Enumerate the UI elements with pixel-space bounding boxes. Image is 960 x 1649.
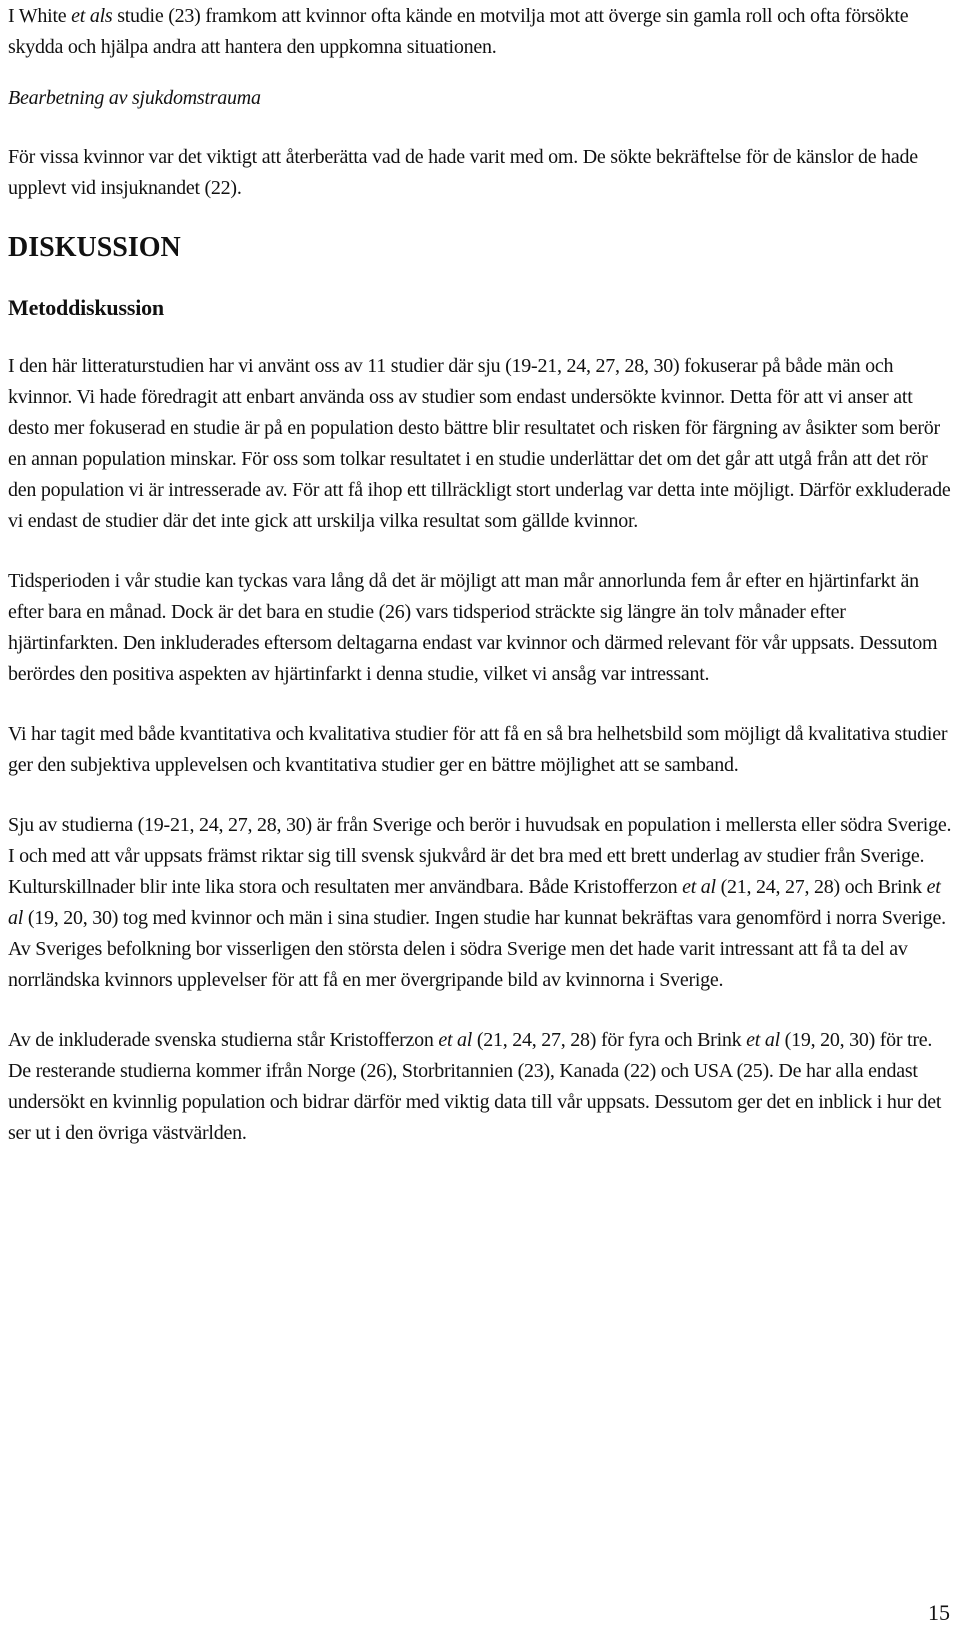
p4-text-c: (19, 20, 30) tog med kvinnor och män i sina studier. Ingen studie har kunnat bekräftas vara genomförd i norra Sverige. Av Sveriges befolkning bor visserligen den största delen i södra Sverige men det hade varit intressant att få ta del av norrländska kvinnors upplevelser för att få en mer övergripande bild av kvinnorna i Sverige.	[8, 907, 946, 991]
paragraph-study-types: Vi har tagit med både kvantitativa och kvalitativa studier för att få en så bra helhetsbild som möjligt då kvalitativa studier ger den subjektiva upplevelsen och kvantitativa studier ger en bättre möjlighet att se samband.	[8, 723, 948, 776]
intro-paragraph	[8, 0, 952, 63]
discussion-heading: DISKUSSION	[8, 232, 181, 263]
intro-text-start: I White	[8, 5, 72, 27]
paragraph-studies-selection: I den här litteraturstudien har vi använt oss av 11 studier där sju (19-21, 24, 27, 28, 30) fokuserar på både män och kvinnor. Vi hade föredragit att enbart använda oss av studier som endast undersökte kvinnor. Detta för att vi anser att desto mer fokuserad en studie är på en population desto bättre blir resultatet och risken för färgning av åsikter som berör en annan population minskar. För oss som tolkar resultatet i en studie underlättar det om det går att utgå från att det rör den population vi är intresserade av. För att få ihop ett tillräckligt stort underlag var detta inte möjligt. Därför exkluderade vi endast de studier där det inte gick att urskilja vilka resultat som gällde kvinnor.	[8, 355, 951, 532]
paragraph-time-period: Tidsperioden i vår studie kan tyckas vara lång då det är möjligt att man mår annorlunda fem år efter en hjärtinfarkt än efter bara en månad. Dock är det bara en studie (26) vars tidsperiod sträckte sig längre än tolv månader efter hjärtinfarkten. Den inkluderades eftersom deltagarna endast var kvinnor och därmed relevant för vår uppsats. Dessutom berördes den positiva aspekten av hjärtinfarkt i denna studie, vilket vi ansåg var intressant.	[8, 570, 938, 685]
page-number: 15	[928, 1600, 950, 1625]
p4-text-a: Sju av studierna (19-21, 24, 27, 28, 30) är från Sverige och berör i huvudsak en population i mellersta eller södra Sverige. I och med att vår uppsats främst riktar sig till svensk sjukvård är det bra med ett brett underlag av studier från Sverige. Kulturskillnader blir inte lika stora och resultaten mer användbara. Både Kristofferzon	[8, 814, 952, 898]
p4-et-al-1: et al	[682, 876, 716, 898]
intro-text-end: studie (23) framkom att kvinnor ofta kände en motvilja mot att överge sin gamla roll och ofta försökte skydda och hjälpa andra att hantera den uppkomna situationen.	[8, 5, 909, 58]
p5-et-al-1: et al	[438, 1029, 473, 1051]
italic-subheading: Bearbetning av sjukdomstrauma	[8, 87, 261, 109]
p4-et-al-2: et al	[8, 876, 941, 929]
method-discussion-heading: Metoddiskussion	[8, 295, 164, 320]
p5-text-c: (19, 20, 30) för tre. De resterande studierna kommer ifrån Norge (26), Storbritannien (23), Kanada (22) och USA (25). De har alla endast undersökt en kvinnlig population och bidrar därför med viktig data till vår uppsats. Dessutom ger det en inblick i hur det ser ut i den övriga västvärlden.	[8, 1029, 942, 1144]
paragraph-swedish-studies	[8, 810, 952, 996]
p5-et-al-2: et al	[746, 1029, 780, 1051]
p4-text-b: (21, 24, 27, 28) och Brink	[715, 876, 927, 898]
intro-et-als: et als	[71, 5, 113, 27]
paragraph-included-studies	[8, 1025, 952, 1149]
trauma-paragraph: För vissa kvinnor var det viktigt att återberätta vad de hade varit med om. De sökte bekräftelse för de känslor de hade upplevt vid insjuknandet (22).	[8, 146, 918, 199]
document-page	[8, 0, 952, 1149]
p5-text-b: (21, 24, 27, 28) för fyra och Brink	[472, 1029, 747, 1051]
p5-text-a: Av de inkluderade svenska studierna står Kristofferzon	[8, 1029, 439, 1051]
